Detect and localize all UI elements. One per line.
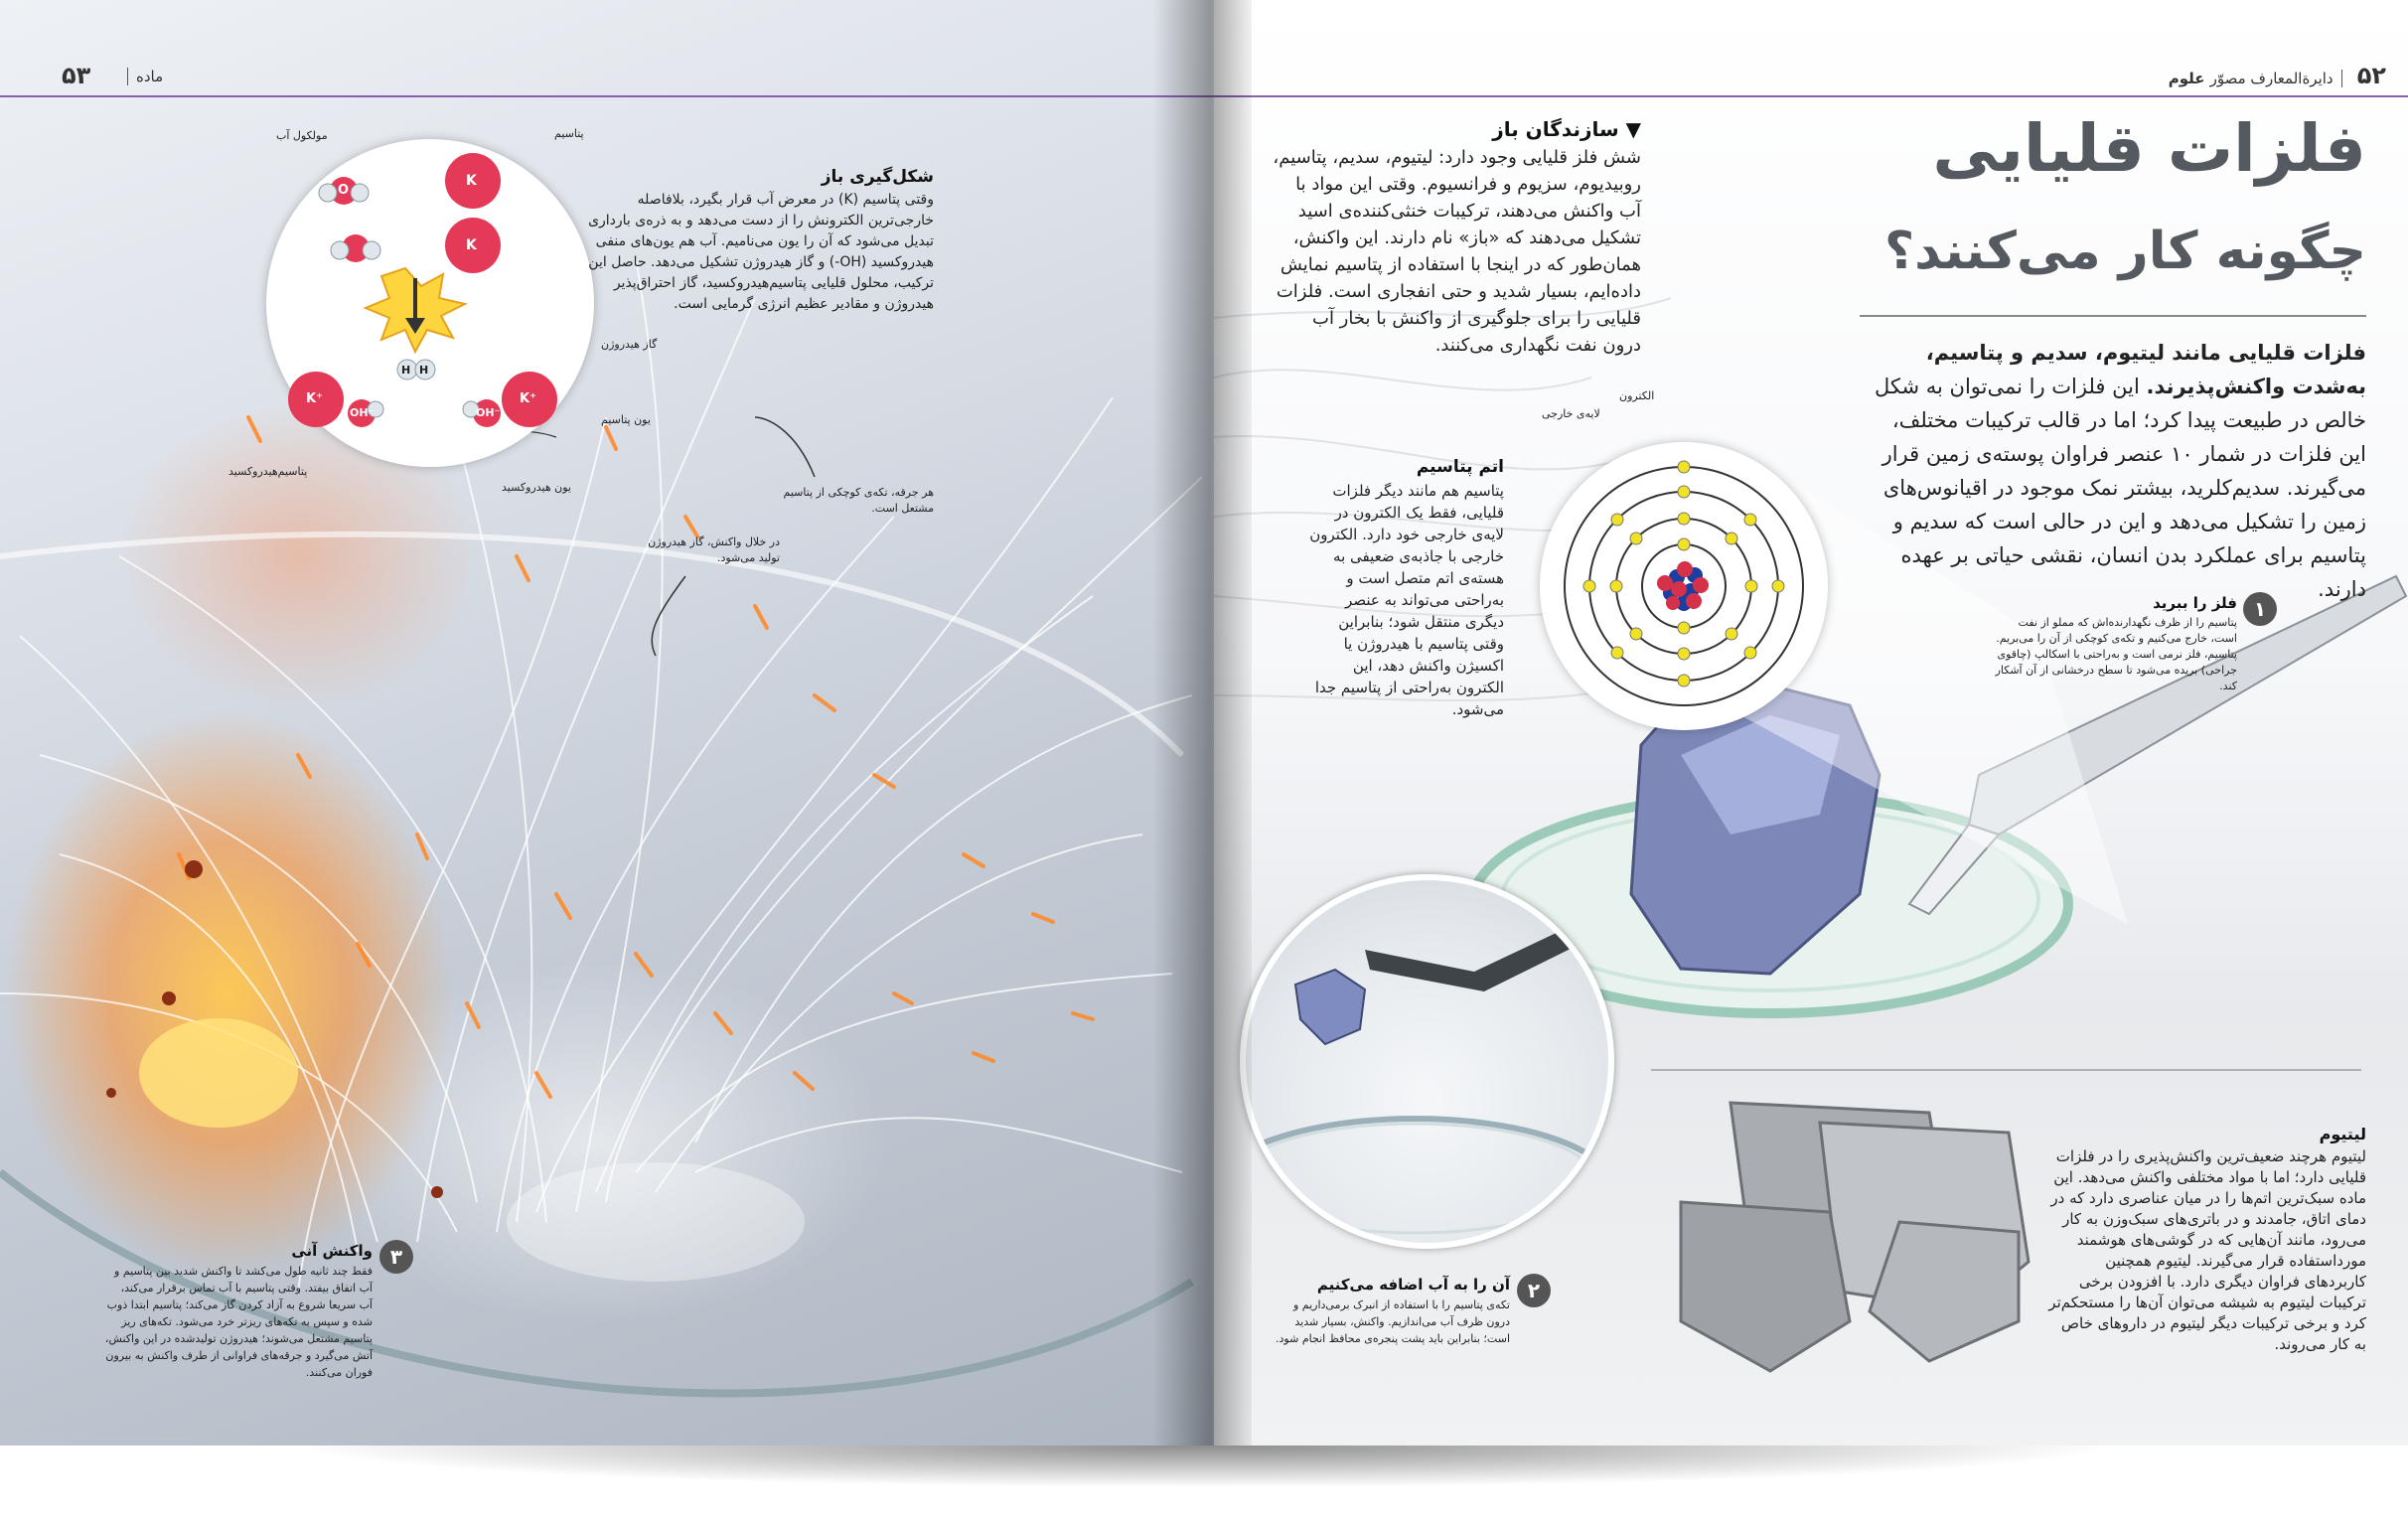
page-section-label: ماده <box>127 68 163 85</box>
potassium-atom-diagram <box>1540 442 1828 730</box>
step-1-badge: ۱ <box>2243 592 2277 626</box>
potassium-atom-text: پتاسیم هم مانند دیگر فلزات قلیایی، فقط یک الکترون در لایه‌ی خارجی خود دارد. الکترون خارجی با جاذبه‌ی ضعیفی به هسته‌ی اتم متصل است و به‌راحتی می‌تواند به عنصر دیگری منتقل شود؛ بنابراین وقتی پتاسیم با هیدروژن یا اکسیژن واکنش دهد، این الکترون به‌راحتی از پتاسیم جدا می‌شود. <box>1309 482 1504 718</box>
atom-k-label-2: K <box>466 237 477 253</box>
tweezers-icon <box>1365 920 1588 991</box>
label-outer-shell: لایه‌ی خارجی <box>1542 407 1600 420</box>
step-2-text: تکه‌ی پتاسیم را با استفاده از انبرک برمی‌داریم و درون ظرف آب می‌اندازیم. واکنش، بسیار شدید است؛ بنابراین باید پشت پنجره‌ی محافظ انجام شود. <box>1276 1298 1510 1345</box>
label-potassium-hydroxide: پتاسیم‌هیدروکسید <box>228 465 308 478</box>
step-1-text: پتاسیم را از ظرف نگهدارنده‌اش که مملو از نفت است، خارج می‌کنیم و تکه‌ی کوچکی از آن را می‌بریم. پتاسیم، فلز نرمی است و به‌راحتی با اسکالپ (چاقوی جراحی) بریده می‌شود تا سطح درخشانی از آن آشکار کند. <box>1995 616 2237 692</box>
step-3-title: واکنش آنی <box>291 1242 373 1260</box>
ion-oh-label: OH⁻ <box>350 406 375 419</box>
base-makers-heading: ▼ سازندگان باز <box>1492 117 1641 141</box>
book-title-bold: علوم <box>2168 70 2205 87</box>
step-1-caption <box>1989 594 2237 694</box>
water-molecule-icon <box>319 177 380 262</box>
step-3-text: فقط چند ثانیه طول می‌کشد تا واکنش شدید بین پتاسیم و آب اتفاق بیفتد. وقتی پتاسیم با آب تماس برقرار می‌کند، آب سریعا شروع به آزاد کردن گاز می‌کند؛ پتاسیم ابتدا ذوب شده و سپس به تکه‌های ریزتر خرد می‌شود. تکه‌های ریز پتاسیم مشتعل می‌شوند؛ هیدروژن تولیدشده در این واکنش، آتش می‌گیرد و جرقه‌های فراوانی از طرف واکنش به بیرون فوران می‌کنند. <box>104 1265 373 1379</box>
callout-hydrogen: در خلال واکنش، گاز هیدروژن تولید می‌شود. <box>648 535 780 564</box>
step-2-title: آن را به آب اضافه می‌کنیم <box>1316 1276 1510 1294</box>
book-shadow <box>0 1446 2408 1522</box>
step-2-photo <box>1240 874 1614 1249</box>
header-rule-left <box>0 95 1214 97</box>
right-page <box>1214 0 2408 1446</box>
ion-k-label-2: K⁺ <box>520 391 536 406</box>
book-title-label: دایرةالمعارف مصوّر <box>2210 70 2342 87</box>
potassium-atom-heading: اتم پتاسیم <box>1416 457 1504 477</box>
step-1-title: فلز را ببرید <box>2153 594 2237 612</box>
ion-oh-label-2: OH⁻ <box>476 406 501 419</box>
lead-paragraph <box>1870 336 2366 606</box>
base-formation-box <box>586 167 934 315</box>
left-page <box>0 0 1214 1446</box>
lithium-heading: لیتیوم <box>2319 1125 2366 1143</box>
ion-k-label: K⁺ <box>306 391 323 406</box>
lithium-caption <box>2048 1125 2366 1355</box>
reaction-diagram <box>266 139 594 467</box>
potassium-piece-icon <box>1295 970 1365 1044</box>
label-potassium: پتاسیم <box>554 127 584 140</box>
label-hydroxide-ion: یون هیدروکسید <box>502 481 571 494</box>
header-rule-right <box>1214 95 2408 97</box>
base-formation-text: وقتی پتاسیم (K) در معرض آب قرار بگیرد، بلافاصله خارجی‌ترین الکترونش را از دست می‌دهد و به ذره‌ی بارداری تبدیل می‌شود که آن را یون می‌نامیم. آب هم یون‌های منفی هیدروکسید (OH-) و گاز هیدروژن تشکیل می‌دهد. حاصل این ترکیب، محلول قلیایی پتاسیم‌هیدروکسید، گاز احتراق‌پذیر هیدروژن و مقادیر عظیم انرژی گرمایی است. <box>588 192 934 312</box>
atom-k-label: K <box>466 173 477 189</box>
step-3-caption <box>104 1242 373 1381</box>
callout-sparks: هر جرقه، تکه‌ی کوچکی از پتاسیم مشتعل است. <box>783 486 934 515</box>
title-underline <box>1860 315 2366 317</box>
lead-text: این فلزات را نمی‌توان به شکل خالص در طبیعت پیدا کرد؛ اما در قالب ترکیبات مختلف، این فلزات در شمار ۱۰ عنصر فراوان پوسته‌ی زمین قرار می‌گیرند. سدیم‌کلرید، بیشتر نمک موجود در اقیانوس‌های زمین را تشکیل می‌دهد و این در حالی است که سدیم و پتاسیم برای عملکرد بدن انسان، نقشی حیاتی بر عهده دارند. <box>1874 375 2366 601</box>
atom-h-label: H <box>401 364 411 377</box>
atom-o-label: O <box>338 183 350 198</box>
label-electron: الکترون <box>1619 389 1655 402</box>
base-formation-heading: شکل‌گیری باز <box>821 167 934 187</box>
label-potassium-ion: یون پتاسیم <box>601 413 651 426</box>
lead-bold: فلزات قلیایی مانند لیتیوم، سدیم و پتاسیم، به‌شدت واکنش‌پذیرند. <box>1925 341 2366 398</box>
page-subtitle: چگونه کار می‌کنند؟ <box>1884 222 2366 281</box>
potassium-atom-caption <box>1305 457 1504 720</box>
potassium-atom-icon <box>445 153 501 273</box>
page-title: فلزات قلیایی <box>1932 110 2366 187</box>
page-number-right: ۵۲ <box>2356 62 2386 89</box>
step-3-badge: ۳ <box>379 1240 413 1274</box>
base-makers-text: شش فلز قلیایی وجود دارد: لیتیوم، سدیم، پتاسیم، روبیدیوم، سزیوم و فرانسیوم. وقتی این مواد با آب واکنش می‌دهند، ترکیبات خنثی‌کننده‌ی اسید تشکیل می‌دهند که «باز» نام دارند. این واکنش، همان‌طور که در اینجا با استفاده از پتاسیم نمایش داده‌ایم، بسیار شدید و حتی انفجاری است. فلزات قلیایی را برای جلوگیری از واکنش با بخار آب درون نفت نگهداری می‌کنند. <box>1273 147 1641 356</box>
base-makers-box <box>1272 117 1641 359</box>
label-water-molecule: مولکول آب <box>276 129 328 142</box>
atom-h-label-2: H <box>419 364 429 377</box>
right-header <box>2068 62 2386 89</box>
step-2-caption <box>1272 1276 1510 1347</box>
step-2-badge: ۲ <box>1517 1274 1551 1307</box>
label-hydrogen-gas: گاز هیدروژن <box>601 338 658 351</box>
page-number-left: ۵۳ <box>62 62 91 89</box>
lithium-text: لیتیوم هرچند ضعیف‌ترین واکنش‌پذیری را در فلزات قلیایی دارد؛ اما با مواد مختلفی واکنش می‌دهد. این ماده سبک‌ترین اتم‌ها را در میان عناصری دارد که در دمای اتاق، جامدند و در باتری‌های سبک‌وزن به کار می‌رود، مانند آن‌هایی که در گوشی‌های هوشمند مورداستفاده قرار می‌گیرند. لیتیوم همچنین کاربردهای فراوان دیگری دارد. با افزودن برخی ترکیبات لیتیوم به شیشه می‌توان آن‌ها را مستحکم‌تر کرد و برخی ترکیبات دیگر لیتیوم در داروهای خاص به کار می‌روند. <box>2048 1147 2366 1353</box>
